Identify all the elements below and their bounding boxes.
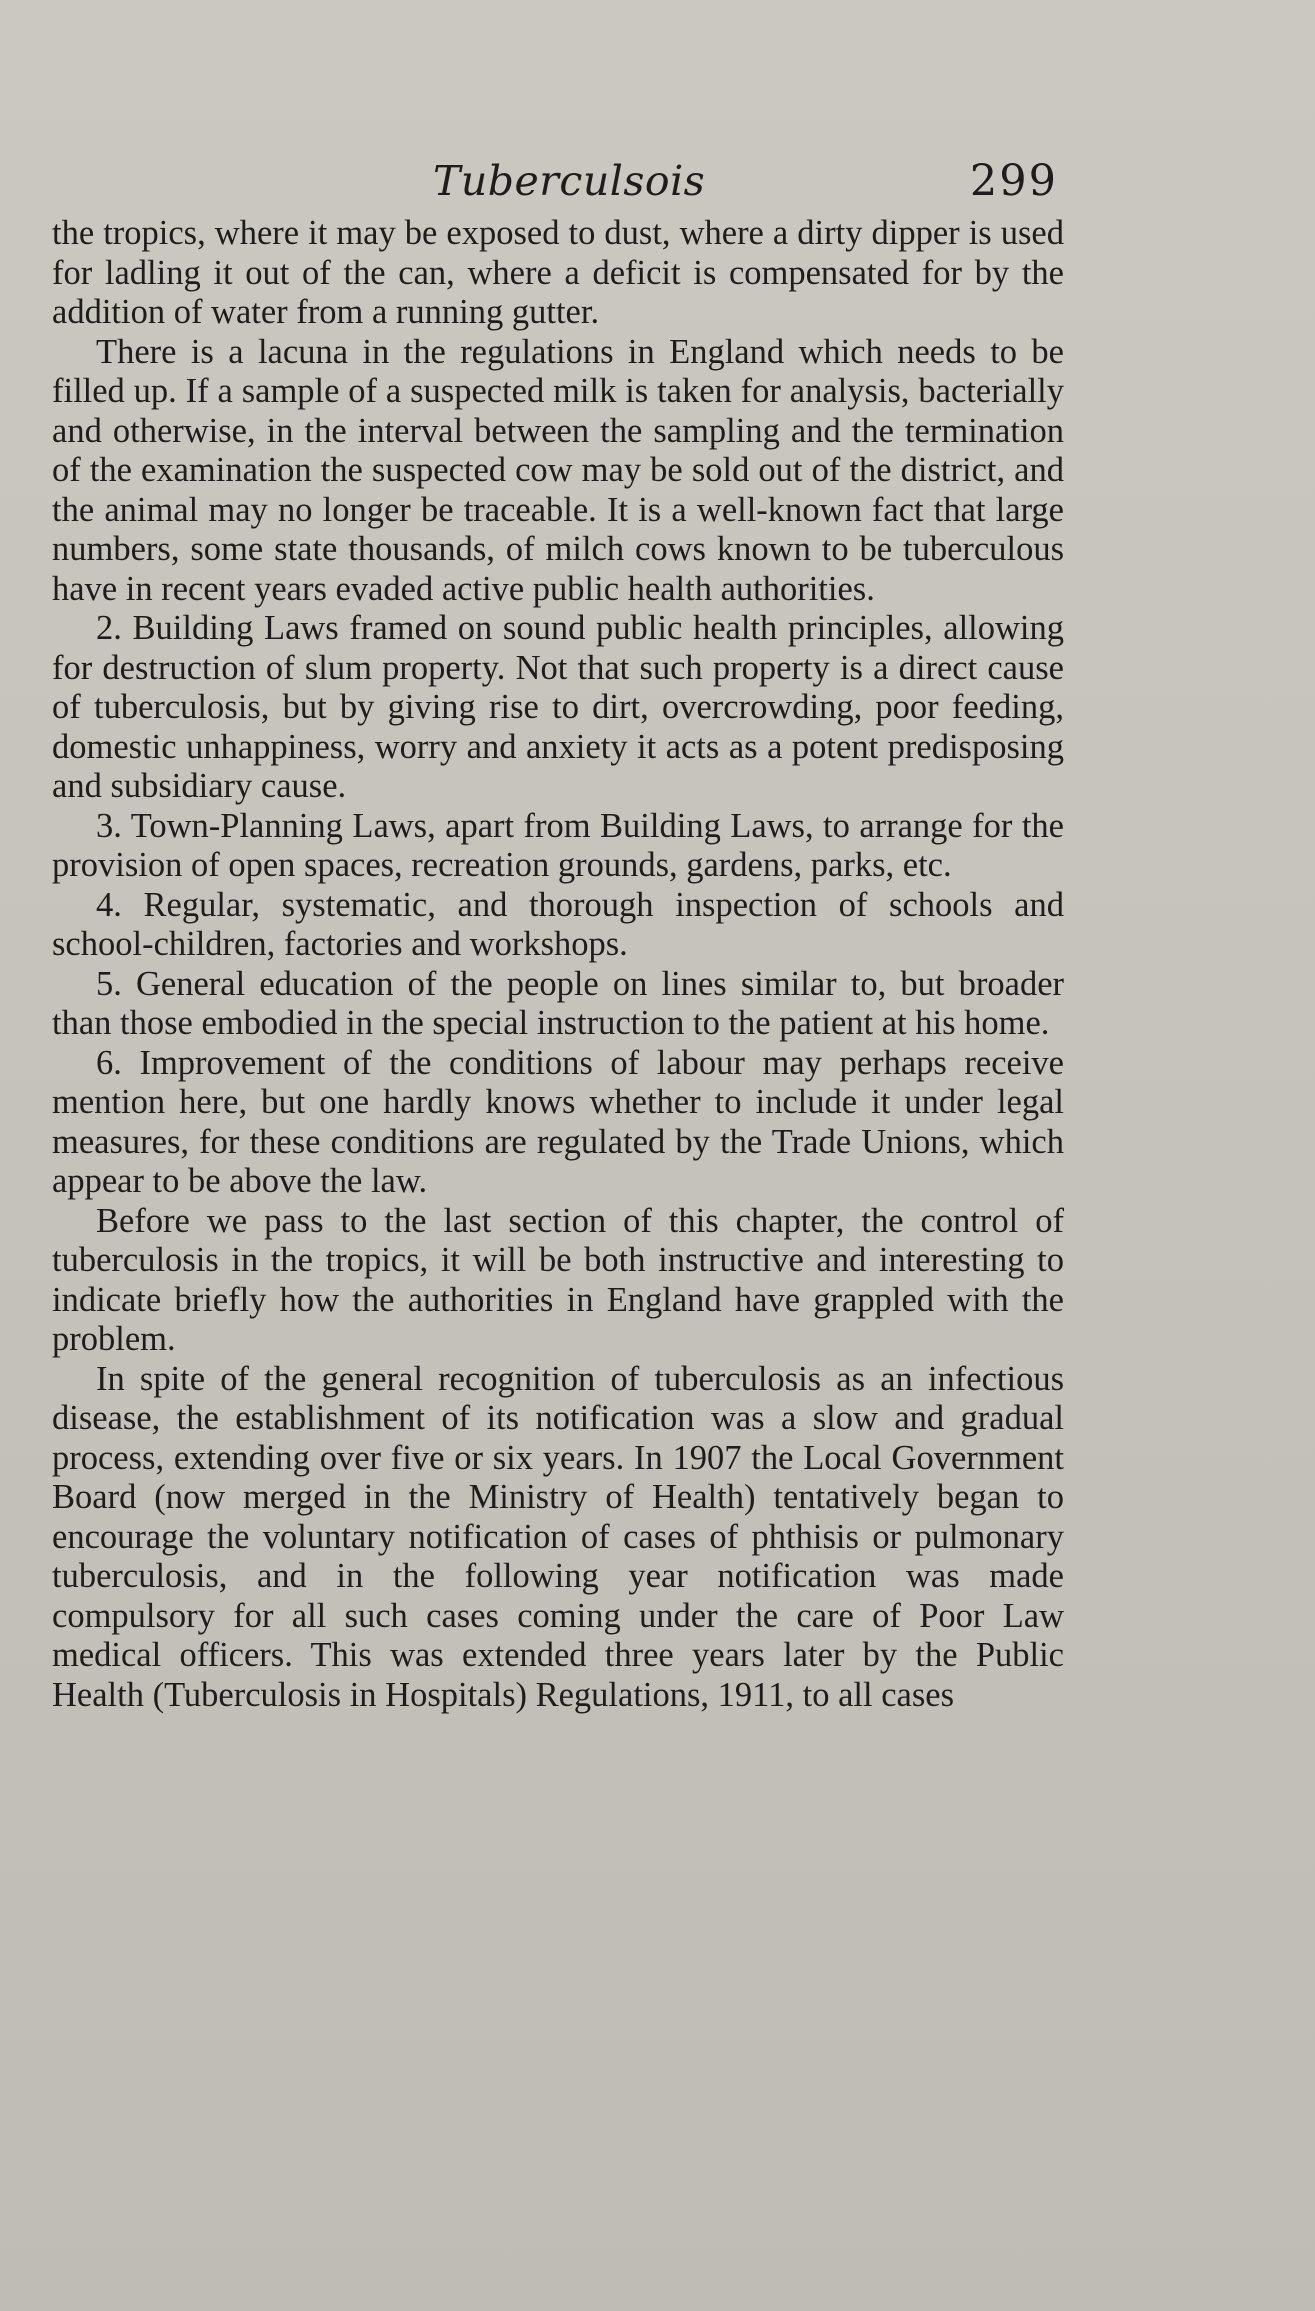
paragraph-before-we-pass: Before we pass to the last section of this chapter, the control of tuberculosis in the tropics, it will be both instructive and interesting to indicate briefly how the authorities in England have grappled with the problem.: [52, 1201, 1064, 1358]
list-item-education: 5. General education of the people on lines similar to, but broader than those embodied in the special instruction to the patient at his home.: [52, 964, 1064, 1042]
body-text: [52, 214, 1064, 1715]
paragraph-continuation: the tropics, where it may be exposed to dust, where a dirty dipper is used for ladling it out of the can, where a deficit is compensated for by the addition of water from a running gutter.: [52, 214, 1064, 331]
list-item-town-planning: 3. Town-Planning Laws, apart from Building Laws, to arrange for the provision of open spaces, recreation grounds, gardens, parks, etc.: [52, 806, 1064, 884]
running-title: Tuberculsois: [433, 157, 706, 205]
list-item-building-laws: 2. Building Laws framed on sound public health principles, allowing for destruction of slum property. Not that such property is a direct cause of tuberculosis, but by giving rise to dirt, overcrowding, poor feeding, domestic unhappiness, worry and anxiety it acts as a potent predisposing and subsidiary cause.: [52, 609, 1064, 805]
list-item-inspection: 4. Regular, systematic, and thorough inspection of schools and school-children, factories and workshops.: [52, 885, 1064, 963]
page-number: 299: [969, 156, 1058, 206]
paragraph-lacuna: There is a lacuna in the regulations in England which needs to be filled up. If a sample of a suspected milk is taken for analysis, bacterially and otherwise, in the interval between the sampling and the termination of the examination the suspected cow may be sold out of the district, and the animal may no longer be traceable. It is a well-known fact that large numbers, some state thousands, of milch cows known to be tuberculous have in recent years evaded active public health authorities.: [52, 332, 1064, 608]
list-item-labour: 6. Improvement of the conditions of labour may perhaps receive mention here, but one hardly knows whether to include it under legal measures, for these conditions are regulated by the Trade Unions, which appear to be above the law.: [52, 1043, 1064, 1200]
paragraph-notification: In spite of the general recognition of tuberculosis as an infectious disease, the establishment of its notification was a slow and gradual process, extending over five or six years. In 1907 the Local Government Board (now merged in the Ministry of Health) tentatively began to encourage the voluntary notification of cases of phthisis or pulmonary tuberculosis, and in the following year notification was made compulsory for all such cases coming under the care of Poor Law medical officers. This was extended three years later by the Public Health (Tuberculosis in Hospitals) Regulations, 1911, to all cases: [52, 1359, 1064, 1714]
book-page: [52, 150, 1064, 2250]
running-head: [52, 150, 1064, 212]
